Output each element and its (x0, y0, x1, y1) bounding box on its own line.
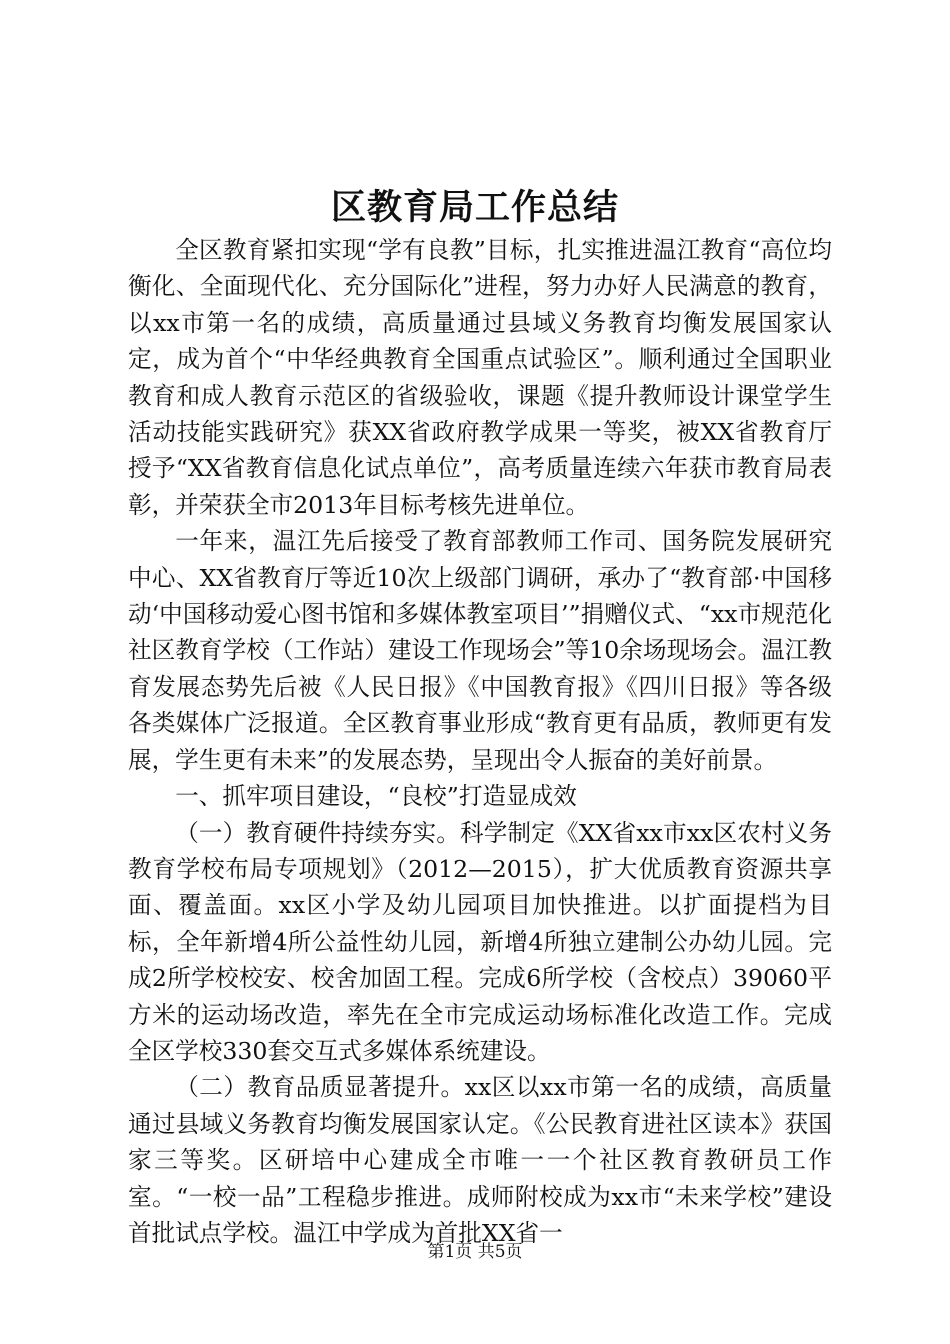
paragraph-year-review: 一年来，温江先后接受了教育部教师工作司、国务院发展研究中心、XX省教育厅等近10次上级部门调研，承办了“教育部·中国移动‘中国移动爱心图书馆和多媒体教室项目’”捐赠仪式、“xx市规范化社区教育学校（工作站）建设工作现场会”等10余场现场会。温江教育发展态势先后被《人民日报》《中国教育报》《四川日报》等各级各类媒体广泛报道。全区教育事业形成“教育更有品质，教师更有发展，学生更有未来”的发展态势，呈现出令人振奋的美好前景。 (128, 527, 832, 774)
page-footer: 第1页 共5页 (427, 1242, 523, 1262)
subsection-hardware: （一）教育硬件持续夯实。科学制定《XX省xx市xx区农村义务教育学校布局专项规划》（2012—2015），扩大优质教育资源共享面、覆盖面。xx区小学及幼儿园项目加快推进。以扩面提档为目标，全年新增4所公益性幼儿园，新增4所独立建制公办幼儿园。完成2所学校校安、校舍加固工程。完成6所学校（含校点）39060平方米的运动场改造，率先在全市完成运动场标准化改造工作。完成全区学校330套交互式多媒体系统建设。 (128, 818, 832, 1065)
subsection-quality: （二）教育品质显著提升。xx区以xx市第一名的成绩，高质量通过县域义务教育均衡发展国家认定。《公民教育进社区读本》获国家三等奖。区研培中心建成全市唯一一个社区教育教研员工作室。“一校一品”工程稳步推进。成师附校成为xx市“未来学校”建设首批试点学校。温江中学成为首批XX省一 (128, 1073, 832, 1247)
section-heading: 一、抓牢项目建设，“良校”打造显成效 (175, 782, 577, 811)
document-body (128, 232, 832, 1251)
paragraph-intro: 全区教育紧扣实现“学有良教”目标，扎实推进温江教育“高位均衡化、全面现代化、充分国际化”进程，努力办好人民满意的教育，以xx市第一名的成绩，高质量通过县域义务教育均衡发展国家认定，成为首个“中华经典教育全国重点试验区”。顺利通过全国职业教育和成人教育示范区的省级验收，课题《提升教师设计课堂学生活动技能实践研究》获XX省政府教学成果一等奖，被XX省教育厅授予“XX省教育信息化试点单位”，高考质量连续六年获市教育局表彰，并荣获全市2013年目标考核先进单位。 (128, 236, 832, 519)
document-title: 区教育局工作总结 (330, 187, 619, 228)
